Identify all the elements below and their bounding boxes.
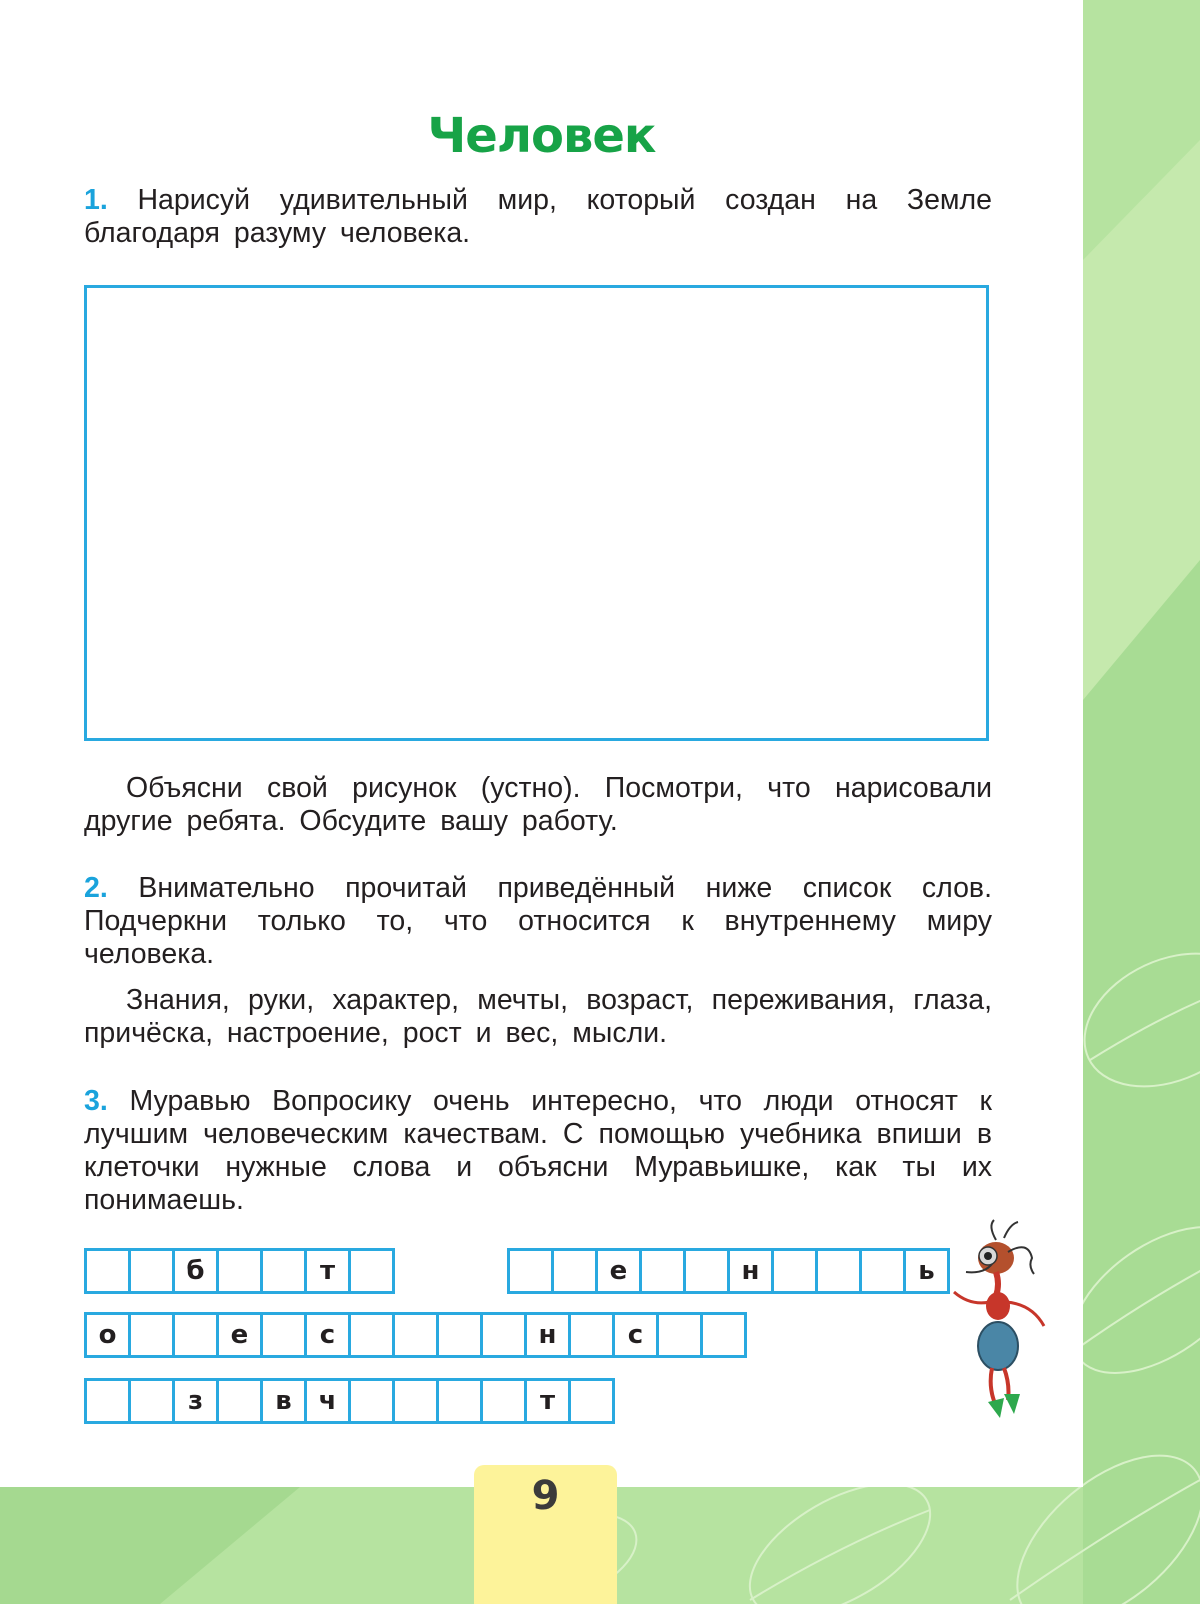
crossword-word-3 (84, 1312, 747, 1358)
crossword-word-4 (84, 1378, 615, 1424)
crossword-cell[interactable] (216, 1248, 263, 1294)
crossword-cell[interactable]: с (612, 1312, 659, 1358)
crossword-cell[interactable] (507, 1248, 554, 1294)
crossword-cell[interactable]: о (84, 1312, 131, 1358)
task-2-text: Внимательно прочитай приведённый ниже список слов. Подчеркни только то, что относится к внутреннему миру человека. (84, 872, 992, 970)
task-3-instruction (84, 1085, 992, 1217)
crossword-cell[interactable] (84, 1248, 131, 1294)
task-3-text: Муравью Вопросику очень интересно, что люди относят к лучшим человеческим качествам. С помощью учебника впиши в клеточки нужные слова и объясни Муравьишке, как ты их понимаешь. (84, 1085, 993, 1216)
crossword-cell[interactable]: з (172, 1378, 219, 1424)
crossword-cell[interactable] (568, 1312, 615, 1358)
page-title: Человек (427, 108, 656, 164)
crossword-cell[interactable] (700, 1312, 747, 1358)
crossword-cell[interactable]: н (727, 1248, 774, 1294)
crossword-cell[interactable] (348, 1248, 395, 1294)
drawing-area[interactable] (84, 285, 989, 741)
crossword-word-2 (507, 1248, 950, 1294)
crossword-cell[interactable] (480, 1312, 527, 1358)
crossword-cell[interactable] (128, 1378, 175, 1424)
crossword-cell[interactable] (859, 1248, 906, 1294)
crossword-cell[interactable] (84, 1378, 131, 1424)
crossword-cell[interactable]: т (304, 1248, 351, 1294)
crossword-cell[interactable] (392, 1312, 439, 1358)
crossword-cell[interactable] (260, 1312, 307, 1358)
page-number-tab (474, 1465, 617, 1604)
crossword-cell[interactable]: е (216, 1312, 263, 1358)
crossword-cell[interactable]: ч (304, 1378, 351, 1424)
crossword-cell[interactable] (436, 1312, 483, 1358)
crossword-cell[interactable] (172, 1312, 219, 1358)
crossword-cell[interactable]: с (304, 1312, 351, 1358)
page-number: 9 (531, 1473, 560, 1519)
crossword-cell[interactable]: т (524, 1378, 571, 1424)
crossword-cell[interactable] (771, 1248, 818, 1294)
crossword-cell[interactable]: е (595, 1248, 642, 1294)
crossword-cell[interactable] (128, 1248, 175, 1294)
crossword-word-1 (84, 1248, 395, 1294)
crossword-cell[interactable] (656, 1312, 703, 1358)
crossword-cell[interactable]: н (524, 1312, 571, 1358)
crossword-cell[interactable] (480, 1378, 527, 1424)
task-3-number: 3. (84, 1085, 108, 1117)
crossword-cell[interactable]: в (260, 1378, 307, 1424)
crossword-cell[interactable] (436, 1378, 483, 1424)
task-1-number: 1. (84, 184, 108, 216)
crossword-cell[interactable] (348, 1312, 395, 1358)
crossword-cell[interactable] (568, 1378, 615, 1424)
crossword-cell[interactable] (128, 1312, 175, 1358)
task-1-instruction (84, 184, 992, 250)
task-2-number: 2. (84, 872, 108, 904)
crossword-cell[interactable] (639, 1248, 686, 1294)
crossword-cell[interactable] (392, 1378, 439, 1424)
crossword-cell[interactable] (216, 1378, 263, 1424)
crossword-cell[interactable]: ь (903, 1248, 950, 1294)
crossword-cell[interactable] (260, 1248, 307, 1294)
ant-mascot-icon (948, 1218, 1068, 1430)
crossword-cell[interactable] (551, 1248, 598, 1294)
crossword-cell[interactable] (815, 1248, 862, 1294)
crossword-cell[interactable]: б (172, 1248, 219, 1294)
task-1-followup: Объясни свой рисунок (устно). Посмотри, что нарисовали другие ребята. Обсудите вашу работу. (84, 772, 992, 837)
task-1-text: Нарисуй удивительный мир, который создан на Земле благодаря разуму человека. (84, 184, 992, 249)
crossword-cell[interactable] (348, 1378, 395, 1424)
crossword-cell[interactable] (683, 1248, 730, 1294)
task-2-instruction (84, 872, 992, 971)
task-2-word-list: Знания, руки, характер, мечты, возраст, переживания, глаза, причёска, настроение, рост и вес, мысли. (84, 984, 992, 1049)
